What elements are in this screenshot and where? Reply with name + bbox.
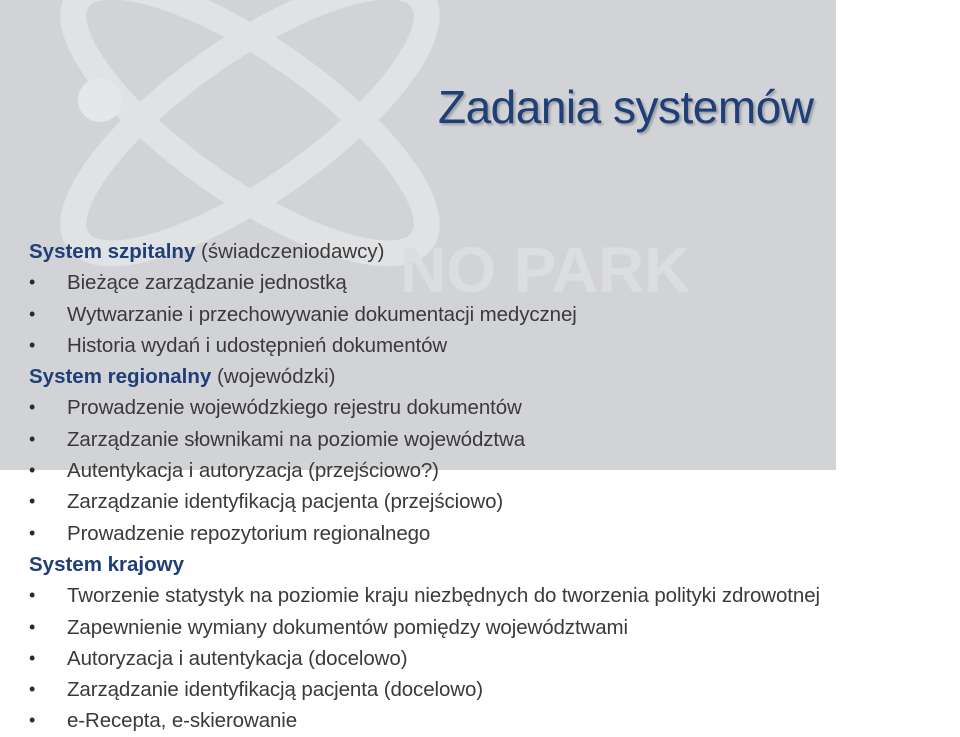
bullet-icon: • <box>29 397 36 418</box>
list-item: • e-Recepta, e-skierowanie <box>29 705 959 736</box>
section-heading-regional <box>29 361 959 392</box>
bullet-icon: • <box>29 647 36 668</box>
list-item: • Zarządzanie identyfikacją pacjenta (docelowo) <box>29 674 959 705</box>
list-item: • Prowadzenie wojewódzkiego rejestru dokumentów <box>29 392 959 423</box>
bullet-icon: • <box>29 679 36 700</box>
slide-title: Zadania systemów <box>438 81 814 133</box>
section-heading-label: System regionalny <box>29 365 212 389</box>
bullet-icon: • <box>29 428 36 449</box>
section-heading-label: System krajowy <box>29 552 184 576</box>
section-heading-label: System szpitalny <box>29 240 196 263</box>
list-item: • Autoryzacja i autentykacja (docelowo) <box>29 643 959 674</box>
list-item: • Wytwarzanie i przechowywanie dokumentacji medycznej <box>29 299 959 330</box>
watermark-text: NO PARK <box>400 234 691 306</box>
list-item: • Historia wydań i udostępnień dokumentów <box>29 330 959 361</box>
list-item: • Prowadzenie repozytorium regionalnego <box>29 518 959 549</box>
bullet-icon: • <box>29 303 36 324</box>
bullet-icon: • <box>29 616 36 637</box>
section-heading-sub: (świadczeniodawcy) <box>201 240 385 263</box>
list-item: • Tworzenie statystyk na poziomie kraju niezbędnych do tworzenia polityki zdrowotnej <box>29 580 959 611</box>
bullet-icon: • <box>29 460 36 481</box>
bullet-icon: • <box>29 491 36 512</box>
list-item: • Autentykacja i autoryzacja (przejściowo?) <box>29 455 959 486</box>
list-item: • Zarządzanie słownikami na poziomie województwa <box>29 424 959 455</box>
slide-content <box>29 236 959 737</box>
bullet-icon: • <box>29 272 36 293</box>
list-item: • Zapewnienie wymiany dokumentów pomiędzy województwami <box>29 612 959 643</box>
bullet-icon: • <box>29 585 36 606</box>
section-heading-national <box>29 549 959 580</box>
list-item: • Bieżące zarządzanie jednostką <box>29 267 959 298</box>
bullet-icon: • <box>29 710 36 731</box>
bullet-icon: • <box>29 334 36 355</box>
section-heading-hospital <box>29 236 959 267</box>
section-heading-sub: (wojewódzki) <box>217 365 336 389</box>
list-item: • Zarządzanie identyfikacją pacjenta (przejściowo) <box>29 486 959 517</box>
bullet-icon: • <box>29 522 36 543</box>
